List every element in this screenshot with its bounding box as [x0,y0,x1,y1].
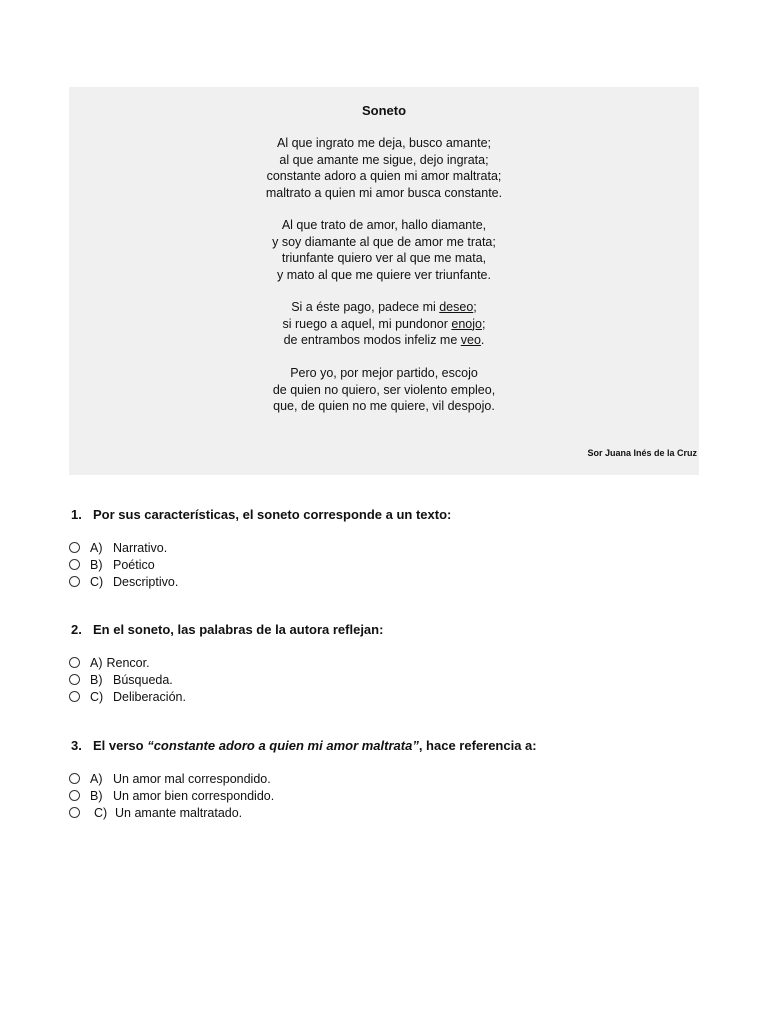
option-2a[interactable]: A) Rencor. [69,654,150,671]
radio-button-icon[interactable] [69,807,80,818]
option-text: Búsqueda. [113,672,173,687]
poem-box [69,87,699,475]
poem-line: si ruego a aquel, mi pundonor enojo; [282,316,486,331]
question-number: 2. [71,622,82,637]
option-1b[interactable]: B) Poético [69,556,155,573]
poem-line: al que amante me sigue, dejo ingrata; [279,152,489,167]
poem-line: Al que ingrato me deja, busco amante; [276,136,492,150]
stanza-3 [69,299,699,349]
radio-button-icon[interactable] [69,559,80,570]
option-text: Rencor. [106,655,150,670]
stanza-4 [69,365,699,415]
underlined-word: veo [460,333,481,347]
option-1c[interactable]: C) Descriptivo. [69,573,178,590]
option-text: Deliberación. [113,689,186,704]
poem-line: Al que trato de amor, hallo diamante, [281,218,487,232]
underlined-word: enojo [451,316,482,331]
option-3c[interactable]: C) Un amante maltratado. [69,804,242,821]
radio-button-icon[interactable] [69,542,80,553]
poem-line: Pero yo, por mejor partido, escojo [290,366,478,380]
poem-line: maltrato a quien mi amor busca constante. [265,185,503,200]
question-2 [71,622,383,637]
option-text: Un amor bien correspondido. [113,788,275,803]
poem-line: y mato al que me quiere ver triunfante. [276,267,491,282]
radio-button-icon[interactable] [69,576,80,587]
option-2b[interactable]: B) Búsqueda. [69,671,173,688]
radio-button-icon[interactable] [69,657,80,668]
poem-line: que, de quien no me quiere, vil despojo. [273,399,495,413]
poem-line: Si a éste pago, padece mi deseo; [291,300,477,314]
option-1a[interactable]: A) Narrativo. [69,539,167,556]
poem-line: y soy diamante al que de amor me trata; [272,234,496,249]
poem-line: de quien no quiero, ser violento empleo, [272,382,496,397]
radio-button-icon[interactable] [69,773,80,784]
radio-button-icon[interactable] [69,790,80,801]
question-text: Por sus características, el soneto corresponde a un texto: [93,507,452,522]
option-3a[interactable]: A) Un amor mal correspondido. [69,770,271,787]
question-text: En el soneto, las palabras de la autora reflejan: [93,622,384,637]
question-1 [71,507,451,522]
question-number: 1. [71,507,82,522]
quoted-verse: “constante adoro a quien mi amor maltrata” [147,738,419,753]
poem-line: constante adoro a quien mi amor maltrata; [266,169,502,183]
question-number: 3. [71,738,82,753]
option-text: Un amante maltratado. [115,805,243,820]
option-text: Poético [113,557,155,572]
option-3b[interactable]: B) Un amor bien correspondido. [69,787,274,804]
option-2c[interactable]: C) Deliberación. [69,688,186,705]
poem-author: Sor Juana Inés de la Cruz [587,448,697,458]
stanza-1 [69,135,699,201]
poem-line: triunfante quiero ver al que me mata, [281,251,487,265]
question-3: 3. El verso “constante adoro a quien mi amor maltrata”, hace referencia a: [71,738,537,753]
underlined-word: deseo [439,300,474,314]
poem-title: Soneto [361,103,407,118]
option-text: Un amor mal correspondido. [113,771,271,786]
radio-button-icon[interactable] [69,674,80,685]
poem-line: de entrambos modos infeliz me veo. [283,333,485,347]
option-text: Narrativo. [113,540,168,555]
option-text: Descriptivo. [113,574,179,589]
radio-button-icon[interactable] [69,691,80,702]
stanza-2 [69,217,699,283]
